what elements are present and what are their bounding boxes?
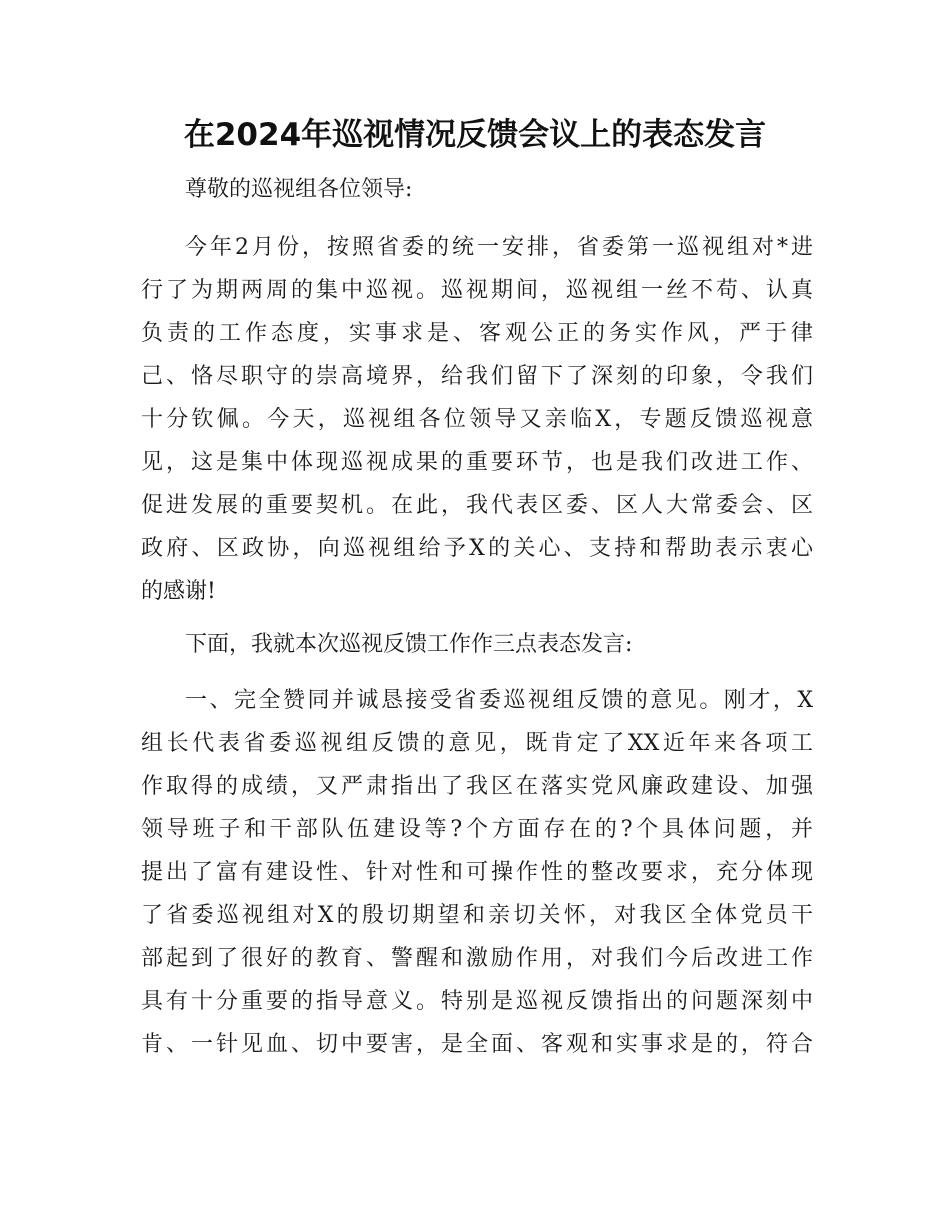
paragraph-line: 行了为期两周的集中巡视。巡视期间，巡视组一丝不苟、认真 <box>141 278 813 303</box>
paragraph-line: 肯、一针见血、切中要害，是全面、客观和实事求是的，符合 <box>141 1032 813 1057</box>
paragraph-line: 领导班子和干部队伍建设等?个方面存在的?个具体问题，并 <box>141 817 813 842</box>
paragraph-line: 一、完全赞同并诚恳接受省委巡视组反馈的意见。刚才，X <box>185 688 813 713</box>
paragraph-line: 己、恪尽职守的崇高境界，给我们留下了深刻的印象，令我们 <box>141 364 813 389</box>
paragraph-line: 具有十分重要的指导意义。特别是巡视反馈指出的问题深刻中 <box>141 989 813 1014</box>
paragraph-line: 的感谢! <box>141 579 216 604</box>
paragraph-line: 促进发展的重要契机。在此，我代表区委、区人大常委会、区 <box>141 493 813 518</box>
document-title: 在2024年巡视情况反馈会议上的表态发言 <box>183 117 767 153</box>
paragraph-line: 组长代表省委巡视组反馈的意见，既肯定了XX近年来各项工 <box>141 731 813 756</box>
paragraph-line: 下面，我就本次巡视反馈工作作三点表态发言: <box>185 632 633 657</box>
paragraph-1 <box>141 226 813 613</box>
paragraph-2 <box>141 623 813 666</box>
paragraph-line: 今年2月份，按照省委的统一安排，省委第一巡视组对*进 <box>185 235 813 260</box>
paragraph-line: 提出了富有建设性、针对性和可操作性的整改要求，充分体现 <box>141 860 813 885</box>
salutation-block <box>141 168 813 211</box>
paragraph-line: 部起到了很好的教育、警醒和激励作用，对我们今后改进工作 <box>141 946 813 971</box>
paragraph-line: 了省委巡视组对X的殷切期望和亲切关怀，对我区全体党员干 <box>141 903 813 928</box>
salutation: 尊敬的巡视组各位领导: <box>185 177 413 202</box>
paragraph-line: 政府、区政协，向巡视组给予X的关心、支持和帮助表示衷心 <box>141 536 813 561</box>
paragraph-line: 见，这是集中体现巡视成果的重要环节，也是我们改进工作、 <box>141 450 813 475</box>
paragraph-line: 作取得的成绩，又严肃指出了我区在落实党风廉政建设、加强 <box>141 774 813 799</box>
paragraph-3 <box>141 679 813 1066</box>
paragraph-line: 负责的工作态度，实事求是、客观公正的务实作风，严于律 <box>141 321 813 346</box>
paragraph-line: 十分钦佩。今天，巡视组各位领导又亲临X，专题反馈巡视意 <box>141 407 813 432</box>
